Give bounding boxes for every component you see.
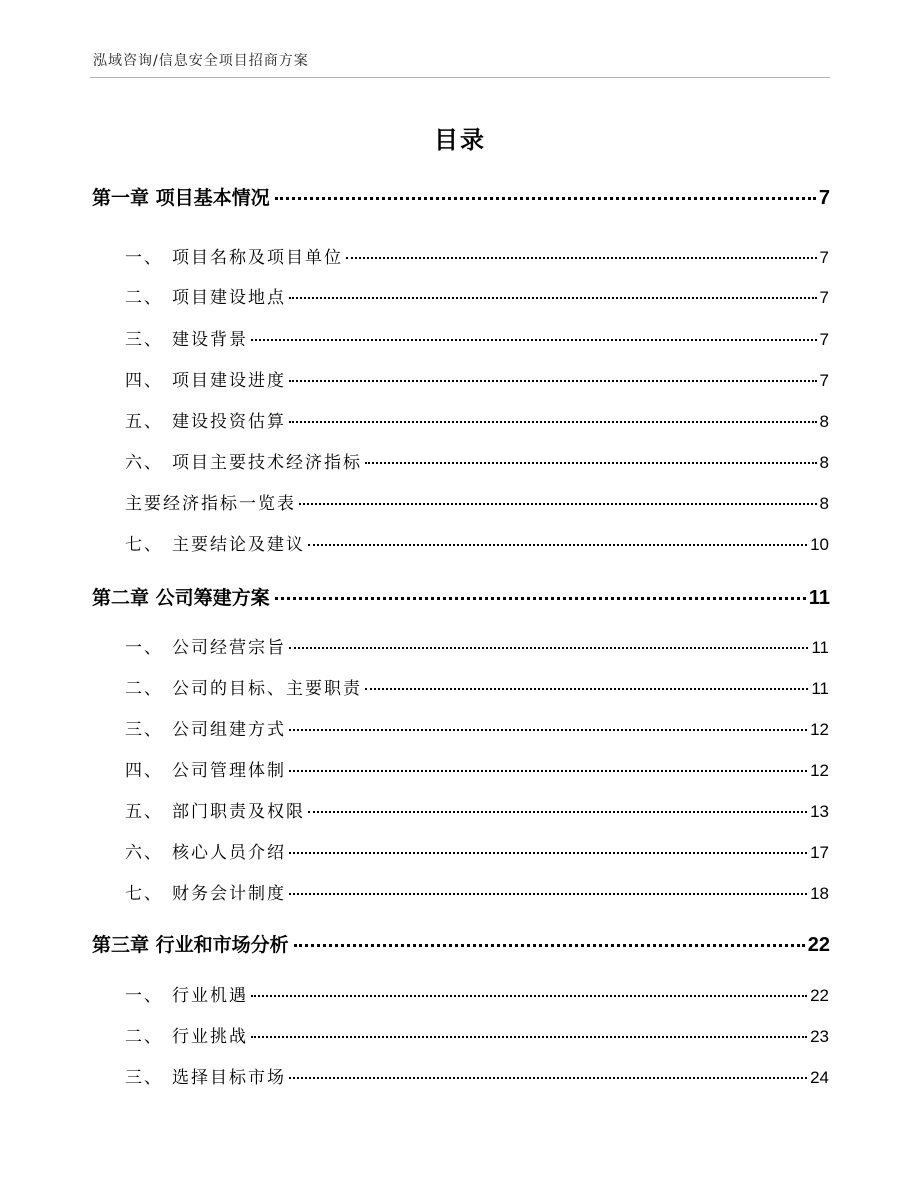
toc-entry-label: 建设背景 [172, 330, 248, 350]
toc-section-entry[interactable] [125, 797, 829, 822]
toc-section-entry[interactable] [125, 838, 829, 863]
toc-page-number: 13 [810, 802, 829, 821]
dot-leader [289, 1077, 807, 1079]
toc-page-number: 18 [810, 884, 829, 903]
toc-chapter-entry[interactable] [92, 583, 830, 610]
toc-title: 目录 [434, 126, 486, 154]
toc-entry-label: 项目主要技术经济指标 [172, 453, 362, 473]
toc-page-number: 7 [818, 187, 830, 209]
toc-entry-number: 二、 [125, 1027, 163, 1047]
toc-section-entry[interactable] [125, 756, 829, 781]
toc-entry-number: 六、 [125, 843, 163, 863]
dot-leader [275, 597, 806, 600]
toc-section-entry[interactable] [125, 243, 829, 268]
running-header: 泓域咨询/信息安全项目招商方案 [93, 53, 309, 69]
toc-page-number: 11 [808, 587, 830, 609]
toc-page-number: 8 [819, 453, 829, 472]
toc-page-number: 11 [811, 638, 829, 657]
toc-entry-number: 三、 [125, 1068, 163, 1088]
toc-section-entry[interactable] [125, 981, 829, 1006]
toc-entry-number: 一、 [125, 986, 163, 1006]
toc-section-entry[interactable] [125, 633, 829, 658]
header-rule [90, 77, 830, 78]
toc-entry-number: 一、 [125, 638, 163, 658]
toc-page-number: 7 [819, 371, 829, 390]
dot-leader [289, 852, 807, 854]
toc-entry-number: 六、 [125, 453, 163, 473]
dot-leader [251, 1036, 807, 1038]
toc-entry-number: 一、 [125, 248, 163, 268]
toc-entry-label: 核心人员介绍 [172, 843, 286, 863]
dot-leader [299, 503, 817, 505]
toc-page-number: 7 [819, 330, 829, 349]
toc-entry-label: 公司管理体制 [172, 761, 286, 781]
toc-entry-number: 二、 [125, 288, 163, 308]
toc-page-number: 11 [811, 679, 829, 698]
dot-leader [275, 197, 816, 200]
toc-entry-number: 五、 [125, 802, 163, 822]
toc-page-number: 17 [810, 843, 829, 862]
toc-entry-label: 选择目标市场 [172, 1068, 286, 1088]
dot-leader [308, 811, 807, 813]
toc-entry-label: 第三章 行业和市场分析 [92, 934, 289, 956]
toc-section-entry[interactable] [125, 715, 829, 740]
toc-section-entry[interactable] [125, 407, 829, 432]
toc-entry-label: 项目建设进度 [172, 371, 286, 391]
toc-page-number: 23 [810, 1027, 829, 1046]
toc-chapter-entry[interactable] [92, 930, 830, 957]
toc-section-entry[interactable] [125, 530, 829, 555]
dot-leader [289, 647, 808, 649]
toc-chapter-entry[interactable] [92, 183, 830, 210]
toc-page-number: 24 [810, 1068, 829, 1087]
toc-page-number: 22 [807, 934, 830, 956]
toc-page-number: 22 [810, 986, 829, 1005]
toc-entry-label: 第二章 公司筹建方案 [92, 587, 270, 609]
dot-leader [251, 995, 807, 997]
toc-entry-number: 七、 [125, 535, 163, 555]
dot-leader [289, 297, 817, 299]
toc-entry-label: 主要结论及建议 [172, 535, 305, 555]
toc-entry-label: 公司的目标、主要职责 [172, 679, 362, 699]
dot-leader [294, 944, 805, 947]
toc-entry-label: 项目名称及项目单位 [172, 248, 343, 268]
toc-section-entry[interactable] [125, 879, 829, 904]
toc-entry-label: 公司组建方式 [172, 720, 286, 740]
dot-leader [289, 380, 817, 382]
toc-page-number: 7 [819, 248, 829, 267]
toc-section-entry[interactable] [125, 366, 829, 391]
dot-leader [289, 770, 807, 772]
toc-section-entry[interactable] [125, 325, 829, 350]
dot-leader [289, 729, 807, 731]
toc-entry-number: 七、 [125, 884, 163, 904]
dot-leader [308, 544, 807, 546]
toc-page-number: 7 [819, 288, 829, 307]
dot-leader [346, 257, 817, 259]
toc-entry-label: 财务会计制度 [172, 884, 286, 904]
toc-entry-label: 第一章 项目基本情况 [92, 187, 270, 209]
toc-section-entry[interactable] [125, 283, 829, 308]
toc-page-number: 8 [819, 412, 829, 431]
dot-leader [365, 688, 808, 690]
dot-leader [289, 421, 817, 423]
toc-entry-label: 部门职责及权限 [172, 802, 305, 822]
toc-section-entry[interactable] [125, 1022, 829, 1047]
dot-leader [289, 893, 807, 895]
toc-entry-number: 三、 [125, 720, 163, 740]
toc-entry-label: 行业机遇 [172, 986, 248, 1006]
toc-entry-label: 建设投资估算 [172, 412, 286, 432]
toc-entry-number: 二、 [125, 679, 163, 699]
toc-page-number: 12 [810, 720, 829, 739]
toc-entry-number: 五、 [125, 412, 163, 432]
toc-entry-number: 四、 [125, 761, 163, 781]
toc-entry-number: 三、 [125, 330, 163, 350]
toc-section-entry[interactable] [125, 448, 829, 473]
toc-entry-label: 行业挑战 [172, 1027, 248, 1047]
toc-page-number: 8 [819, 494, 829, 513]
toc-entry-label: 主要经济指标一览表 [125, 494, 296, 514]
toc-entry-number: 四、 [125, 371, 163, 391]
toc-entry-label: 公司经营宗旨 [172, 638, 286, 658]
toc-section-entry[interactable] [125, 674, 829, 699]
toc-page-number: 10 [810, 535, 829, 554]
toc-section-entry[interactable] [125, 1063, 829, 1088]
dot-leader [365, 462, 817, 464]
toc-page-number: 12 [810, 761, 829, 780]
toc-entry-label: 项目建设地点 [172, 288, 286, 308]
toc-section-entry[interactable] [125, 489, 829, 514]
dot-leader [251, 339, 817, 341]
